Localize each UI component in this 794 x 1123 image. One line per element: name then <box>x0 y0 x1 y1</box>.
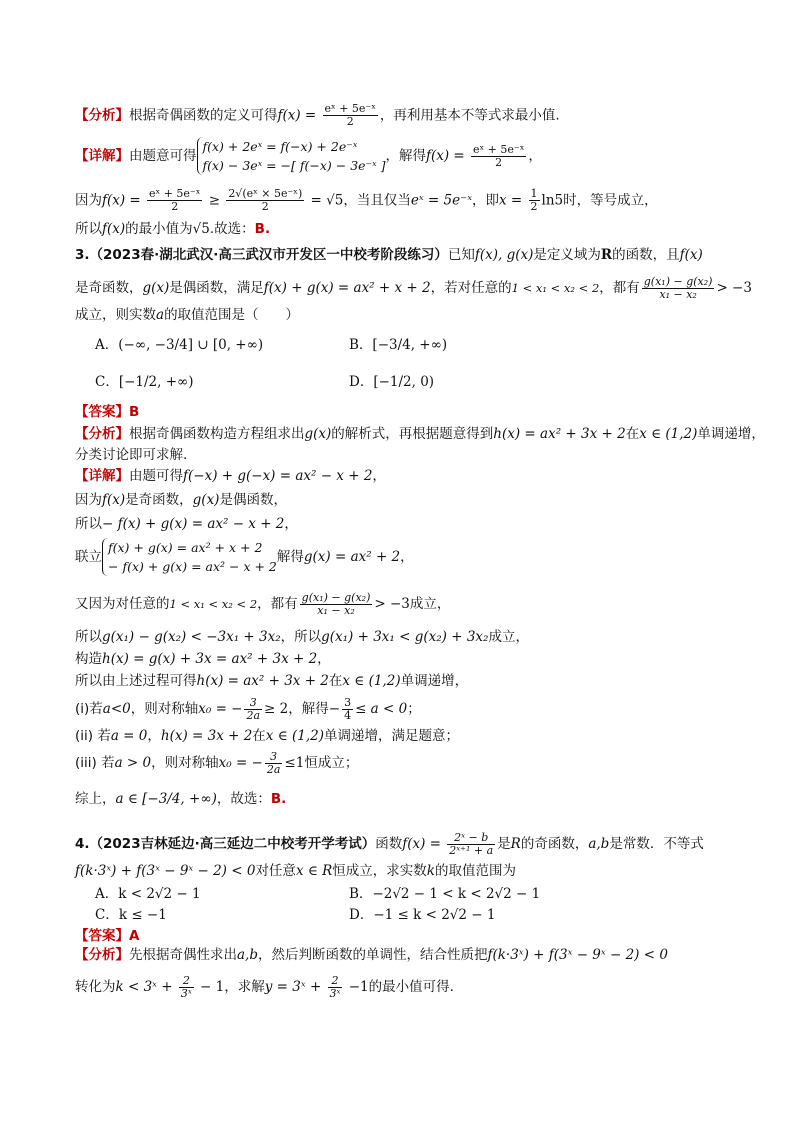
detail-tag: 【详解】 <box>75 148 129 164</box>
question-3-source: 3.（2023春·湖北武汉·高三武汉市开发区一中校考阶段练习） <box>75 247 448 263</box>
q4-answer: 【答案】A <box>75 928 140 944</box>
q3-case-2: (ii) 若a = 0，h(x) = 3x + 2在x ∈ (1,2)单调递增，满足题意； <box>75 728 459 744</box>
reason-line: 因为f(x) = $\frac{\text{eˣ + 5e⁻ˣ}}{2}$ ≥ $\frac{\text{2√(eˣ × 5e⁻ˣ)}}{2}$ = √5，当且仅当eˣ = 5e⁻ˣ，即x = $\frac{1}{2}$ ln5时，等号成立， <box>75 187 658 213</box>
question-4-stem-2: f(k·3ˣ) + f(3ˣ − 9ˣ − 2) < 0对任意x ∈ R恒成立，求实数k的取值范围为 <box>75 863 516 879</box>
q4-option-b[interactable]: B．−2√2 − 1 < k < 2√2 − 1 <box>349 886 541 902</box>
answer-choice: B. <box>254 221 271 237</box>
q3-detail-6: 所以g(x₁) − g(x₂) < −3x₁ + 3x₂，所以g(x₁) + 3x₁ < g(x₂) + 3x₂成立， <box>75 629 529 645</box>
q4-option-c[interactable]: C．k ≤ −1 <box>95 907 167 923</box>
q3-detail-3: 所以− f(x) + g(x) = ax² − x + 2， <box>75 516 298 532</box>
q3-analysis: 【分析】根据奇偶函数构造方程组求出g(x)的解析式，再根据题意得到h(x) = ax² + 3x + 2在x ∈ (1,2)单调递增， <box>75 426 765 442</box>
q3-detail-5: 又因为对任意的1 < x₁ < x₂ < 2，都有 $\frac{\text{g(x₁) − g(x₂)}}{\text{x₁ − x₂}}$ > −3成立， <box>75 590 451 617</box>
q3-option-c[interactable]: C．[−1/2, +∞) <box>95 374 194 390</box>
q3-answer: 【答案】B <box>75 404 140 420</box>
question-3-stem-3: 成立，则实数a的取值范围是（ ） <box>75 307 300 323</box>
analysis-line: 【分析】根据奇偶函数的定义可得f(x) = $\frac{\text{eˣ + 5e⁻ˣ}}{2}$ ，再利用基本不等式求最小值. <box>75 102 560 128</box>
equation-system: f(x) + g(x) = ax² + x + 2 − f(x) + g(x) = ax² − x + 2 <box>102 538 277 576</box>
q3-option-a[interactable]: A．(−∞, −3/4] ∪ [0, +∞) <box>95 337 264 353</box>
q3-analysis-2: 分类讨论即可求解. <box>75 447 188 463</box>
q3-case-1: (i)若a<0，则对称轴x₀ = − $\frac{3}{2a}$ ≥ 2，解得− $\frac{3}{4}$ ≤ a < 0； <box>75 695 421 722</box>
analysis-tag: 【分析】 <box>75 107 129 124</box>
q3-option-b[interactable]: B．[−3/4, +∞) <box>349 337 448 353</box>
question-3-stem: 3.（2023春·湖北武汉·高三武汉市开发区一中校考阶段练习）已知f(x), g(x)是定义域为R的函数，且f(x) <box>75 247 703 263</box>
equation-system: f(x) + 2eˣ = f(−x) + 2e⁻ˣ f(x) − 3eˣ = −[ f(−x) − 3e⁻ˣ ] <box>197 137 386 175</box>
q3-option-d[interactable]: D．[−1/2, 0) <box>349 374 435 390</box>
conclusion-line: 所以f(x)的最小值为√5.故选：B. <box>75 221 271 237</box>
q3-detail-7: 构造h(x) = g(x) + 3x = ax² + 3x + 2， <box>75 651 331 667</box>
q3-case-3: (iii) 若a > 0，则对称轴x₀ = − $\frac{3}{2a}$ ≤1恒成立； <box>75 749 359 776</box>
question-4-source: 4.（2023吉林延边·高三延边二中校考开学考试） <box>75 836 376 852</box>
q3-detail-2: 因为f(x)是奇函数，g(x)是偶函数， <box>75 492 287 508</box>
q3-summary: 综上，a ∈ [−3/4, +∞)，故选：B. <box>75 791 287 807</box>
q3-detail-4: 联立 f(x) + g(x) = ax² + x + 2 − f(x) + g(x) = ax² − x + 2 解得g(x) = ax² + 2， <box>75 540 414 574</box>
q4-analysis: 【分析】先根据奇偶性求出a,b，然后判断函数的单调性，结合性质把f(k·3ˣ) + f(3ˣ − 9ˣ − 2) < 0 <box>75 947 668 963</box>
detail-line: 【详解】由题意可得 f(x) + 2eˣ = f(−x) + 2e⁻ˣ f(x) − 3eˣ = −[ f(−x) − 3e⁻ˣ ] ，解得f(x) = $\frac{\text{eˣ + 5e⁻ˣ}}{2}$ ， <box>75 139 542 173</box>
q4-option-a[interactable]: A．k < 2√2 − 1 <box>95 886 201 902</box>
q4-option-d[interactable]: D．−1 ≤ k < 2√2 − 1 <box>349 907 496 923</box>
q4-analysis-2: 转化为k < 3ˣ + $\frac{2}{\text{3ˣ}}$ − 1，求解y = 3ˣ + $\frac{2}{\text{3ˣ}}$ −1的最小值可得. <box>75 973 454 1000</box>
q3-detail-8: 所以由上述过程可得h(x) = ax² + 3x + 2在x ∈ (1,2)单调递增， <box>75 673 469 689</box>
q3-detail-1: 【详解】由题可得f(−x) + g(−x) = ax² − x + 2， <box>75 468 386 484</box>
question-4-stem: 4.（2023吉林延边·高三延边二中校考开学考试）函数f(x) = $\frac{\text{2ˣ − b}}{\text{2ˣ⁺¹ + a}}$ 是R的奇函数，a,b是常数．不等式 <box>75 830 704 857</box>
question-3-stem-2: 是奇函数，g(x)是偶函数，满足f(x) + g(x) = ax² + x + 2，若对任意的1 < x₁ < x₂ < 2，都有 $\frac{\text{g(x₁) − g(x₂)}}{\text{x₁ − x₂}}$ > −3 <box>75 274 752 301</box>
